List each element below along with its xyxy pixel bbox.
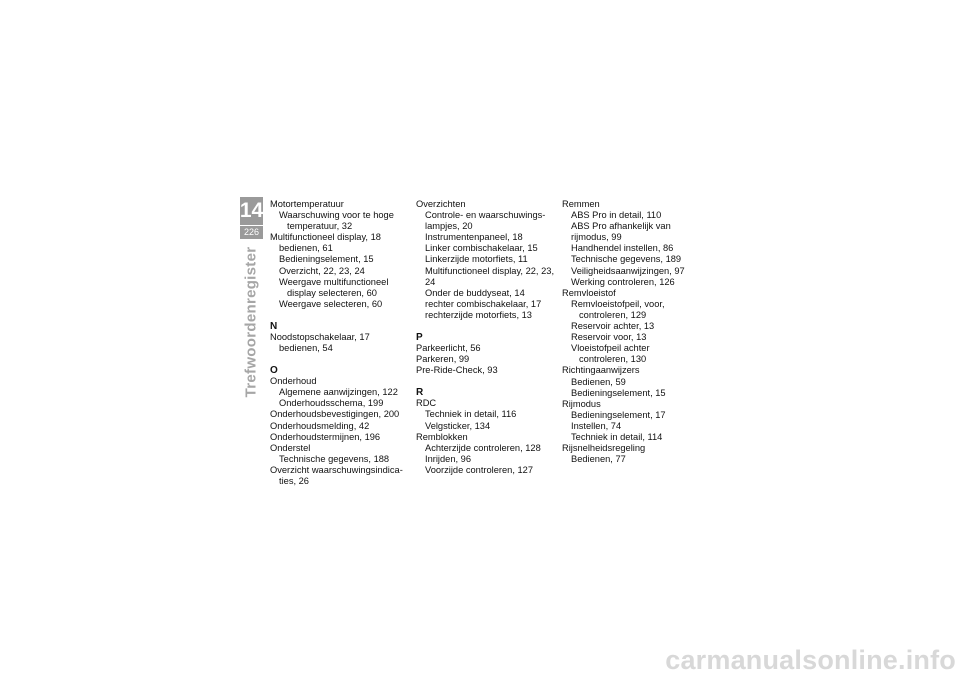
index-letter-heading: O — [270, 365, 278, 377]
index-term: Motortemperatuur — [270, 199, 344, 209]
index-subentry: Veiligheidsaanwijzingen, 97 — [571, 265, 685, 276]
index-subentry: Reservoir achter, 13 — [571, 321, 655, 332]
index-subentry: Overzicht, 22, 23, 24 — [279, 265, 365, 276]
index-subentry: 24 — [425, 276, 436, 287]
index-term: Parkeren, 99 — [416, 354, 470, 365]
index-term: Onderhoud — [270, 376, 317, 387]
index-subentry: Weergave multifunctioneel — [279, 276, 389, 287]
index-subentry: Bedieningselement, 17 — [571, 409, 666, 420]
index-subentry: ABS Pro afhankelijk van — [571, 221, 671, 232]
index-term: Onderstel — [270, 442, 311, 453]
watermark: carmanualsonline.info — [665, 645, 956, 675]
index-subentry: Techniek in detail, 116 — [425, 409, 517, 420]
chapter-tab — [240, 197, 263, 239]
index-subentry: Algemene aanwijzingen, 122 — [279, 387, 398, 398]
index-subentry: rechter combischakelaar, 17 — [425, 298, 542, 309]
index-subentry: Linkerzijde motorfiets, 11 — [425, 254, 528, 265]
index-column-2 — [416, 199, 556, 476]
index-subentry: Instrumentenpaneel, 18 — [425, 232, 523, 243]
index-subentry: Controle- en waarschuwings- — [425, 210, 546, 221]
index-subentry: Instellen, 74 — [571, 420, 622, 431]
index-subentry: Weergave selecteren, 60 — [279, 298, 383, 309]
index-subentry: ABS Pro in detail, 110 — [571, 210, 662, 221]
index-letter-heading: P — [416, 332, 423, 344]
index-term: Remblokken — [416, 431, 468, 442]
index-subentry: Inrijden, 96 — [425, 453, 471, 464]
index-subentry: Linker combischakelaar, 15 — [425, 243, 538, 254]
index-subentry: Bedieningselement, 15 — [279, 254, 374, 265]
index-subentry: Bedienen, 77 — [571, 454, 626, 465]
index-term: Pre-Ride-Check, 93 — [416, 365, 498, 376]
index-subentry: bedienen, 61 — [279, 243, 333, 254]
index-subentry: Onder de buddyseat, 14 — [425, 287, 525, 298]
page-number: 226 — [243, 227, 260, 237]
index-term: Overzichten — [416, 199, 466, 209]
chapter-number: 14 — [239, 199, 264, 222]
index-term: Overzicht waarschuwingsindica- — [270, 464, 403, 475]
index-subentry: Technische gegevens, 189 — [571, 254, 682, 265]
index-term: Onderhoudsbevestigingen, 200 — [270, 409, 400, 420]
index-term: Rijmodus — [562, 398, 601, 409]
index-term: RDC — [416, 398, 437, 409]
index-term: Rijsnelheidsregeling — [562, 443, 646, 454]
index-term: Remmen — [562, 199, 600, 209]
index-subentry: Waarschuwing voor te hoge — [279, 210, 394, 221]
index-column-1 — [270, 199, 410, 487]
index-term: Remvloeistof — [562, 287, 616, 298]
index-subentry: Handhendel instellen, 86 — [571, 243, 674, 254]
index-subentry: Onderhoudsschema, 199 — [279, 398, 384, 409]
index-term-continuation: ties, 26 — [279, 475, 309, 486]
index-subentry: lampjes, 20 — [425, 221, 473, 232]
index-subentry: Werking controleren, 126 — [571, 276, 675, 287]
index-term: Noodstopschakelaar, 17 — [270, 331, 370, 342]
index-letter-heading: R — [416, 387, 424, 399]
index-subentry-continuation: temperatuur, 32 — [287, 221, 353, 232]
index-subentry: Voorzijde controleren, 127 — [425, 464, 534, 475]
index-subentry-continuation: controleren, 129 — [579, 309, 647, 320]
index-subentry: Bedieningselement, 15 — [571, 387, 666, 398]
index-term: Onderhoudsmelding, 42 — [270, 420, 370, 431]
index-term: Multifunctioneel display, 18 — [270, 232, 381, 243]
index-subentry: Velgsticker, 134 — [425, 420, 491, 431]
index-subentry: Multifunctioneel display, 22, 23, — [425, 265, 555, 276]
index-subentry: rijmodus, 99 — [571, 232, 622, 243]
index-subentry: Bedienen, 59 — [571, 376, 626, 387]
index-term: Richtingaanwijzers — [562, 365, 640, 376]
index-subentry: Technische gegevens, 188 — [279, 453, 390, 464]
index-subentry: Vloeistofpeil achter — [571, 343, 650, 354]
index-subentry-continuation: controleren, 130 — [579, 354, 647, 365]
index-subentry: bedienen, 54 — [279, 343, 333, 354]
index-column-3 — [562, 199, 702, 465]
section-title-text: Trefwoordenregister — [242, 246, 260, 398]
index-subentry: Reservoir voor, 13 — [571, 332, 647, 343]
index-term: Parkeerlicht, 56 — [416, 343, 481, 354]
index-letter-heading: N — [270, 320, 278, 332]
index-subentry: Achterzijde controleren, 128 — [425, 442, 541, 453]
index-subentry: Techniek in detail, 114 — [571, 431, 663, 442]
index-term: Onderhoudstermijnen, 196 — [270, 431, 381, 442]
index-subentry-continuation: display selecteren, 60 — [287, 287, 377, 298]
index-subentry: Remvloeistofpeil, voor, — [571, 298, 665, 309]
index-subentry: rechterzijde motorfiets, 13 — [425, 309, 532, 320]
